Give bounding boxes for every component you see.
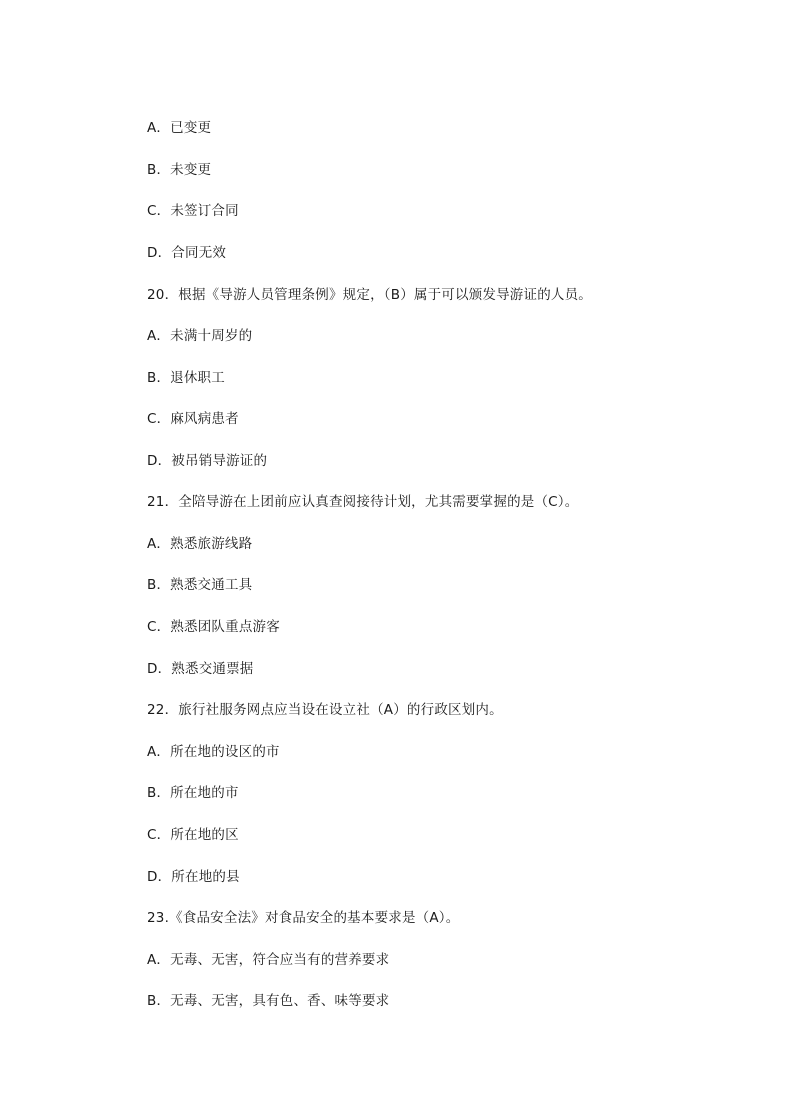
option-line: D．合同无效 bbox=[147, 245, 227, 261]
question-line: 22．旅行社服务网点应当设在设立社（A）的行政区划内。 bbox=[147, 702, 503, 718]
option-line: A．熟悉旅游线路 bbox=[147, 536, 253, 552]
option-line: D．被吊销导游证的 bbox=[147, 453, 268, 469]
option-line: B．未变更 bbox=[147, 162, 212, 178]
option-line: C．熟悉团队重点游客 bbox=[147, 619, 280, 635]
option-line: B．无毒、无害，具有色、香、味等要求 bbox=[147, 993, 390, 1009]
question-line: 21．全陪导游在上团前应认真查阅接待计划，尤其需要掌握的是（C）。 bbox=[147, 494, 579, 510]
option-line: A．无毒、无害，符合应当有的营养要求 bbox=[147, 952, 390, 968]
option-line: B．退休职工 bbox=[147, 370, 225, 386]
question-line: 23.《食品安全法》对食品安全的基本要求是（A）。 bbox=[147, 910, 460, 926]
question-line: 20．根据《导游人员管理条例》规定，（B）属于可以颁发导游证的人员。 bbox=[147, 287, 592, 303]
option-line: B．所在地的市 bbox=[147, 785, 239, 801]
option-line: B．熟悉交通工具 bbox=[147, 577, 253, 593]
option-line: D．熟悉交通票据 bbox=[147, 661, 254, 677]
option-line: A．已变更 bbox=[147, 120, 212, 136]
option-line: A．所在地的设区的市 bbox=[147, 744, 280, 760]
option-line: A．未满十周岁的 bbox=[147, 328, 253, 344]
option-line: C．麻风病患者 bbox=[147, 411, 239, 427]
option-line: C．未签订合同 bbox=[147, 203, 239, 219]
option-line: D．所在地的县 bbox=[147, 869, 240, 885]
option-line: C．所在地的区 bbox=[147, 827, 239, 843]
